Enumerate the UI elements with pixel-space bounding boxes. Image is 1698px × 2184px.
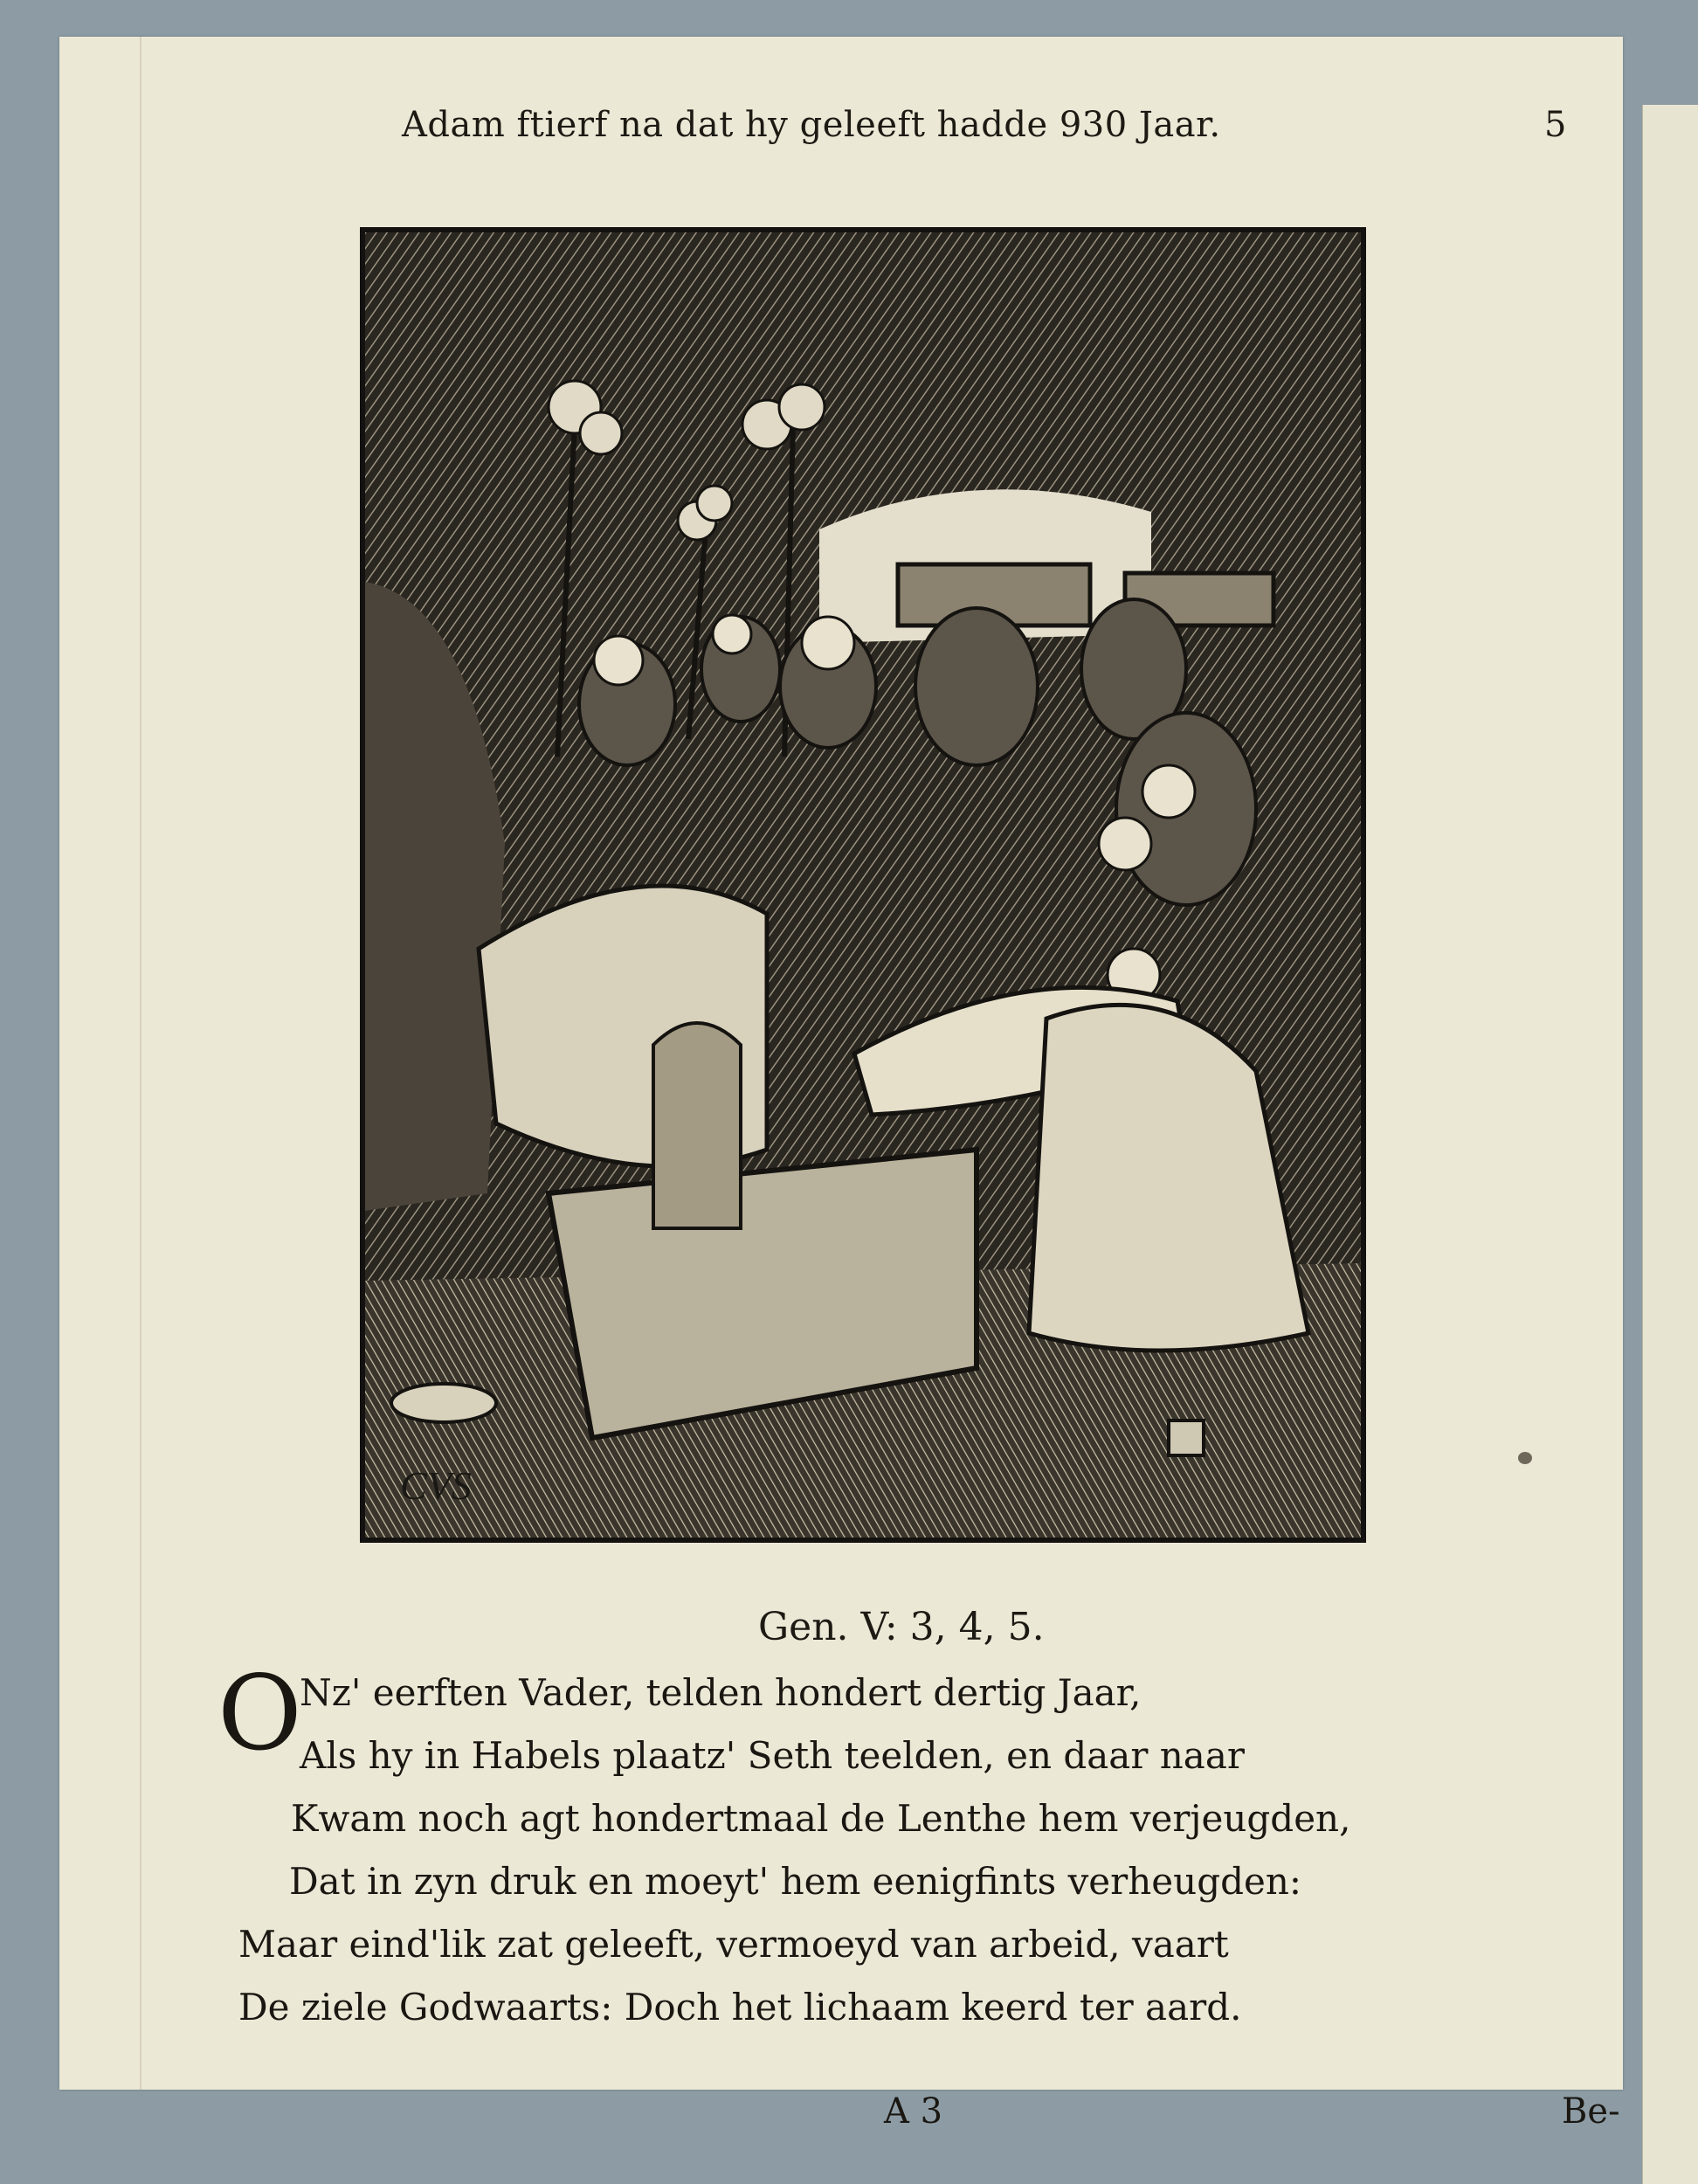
carried-basket (653, 1023, 741, 1228)
verse-line: Als hy in Habels plaatz' Seth teelden, en daar naar (300, 1734, 1245, 1777)
verse-line: Maar eind'lik zat geleeft, vermoeyd van arbeid, vaart (238, 1923, 1229, 1966)
verse-line: Dat in zyn druk en moeyt' hem eenigfints verheugden: (289, 1860, 1302, 1903)
reference-text: Gen. V: 3, 4, 5. (758, 1605, 1045, 1649)
jar (1169, 1420, 1204, 1455)
running-title: Adam ftierf na dat hy geleeft hadde 930 Jaar. (402, 105, 1221, 145)
verse-line: De ziele Godwaarts: Doch het lichaam keerd ter aard. (238, 1986, 1242, 2028)
verse-line: Nz' eerften Vader, telden hondert dertig Jaar, (300, 1671, 1142, 1714)
woodcut-image (365, 232, 1361, 1538)
ink-spot (1518, 1452, 1532, 1464)
woodcut-monogram: CVS (400, 1463, 472, 1508)
woodcut-illustration (360, 227, 1366, 1543)
catchword: Be- (1562, 2091, 1620, 2132)
verse-line: Kwam noch agt hondertmaal de Lenthe hem verjeugden, (291, 1797, 1351, 1840)
page-number: 5 (1544, 105, 1567, 145)
adjacent-page-edge (1642, 105, 1698, 2184)
verse-block (217, 1653, 1549, 2039)
drop-cap: O (217, 1653, 302, 1773)
signature-mark: A 3 (884, 2091, 943, 2132)
book-page (59, 37, 1623, 2132)
stone-on-ground (391, 1384, 496, 1422)
